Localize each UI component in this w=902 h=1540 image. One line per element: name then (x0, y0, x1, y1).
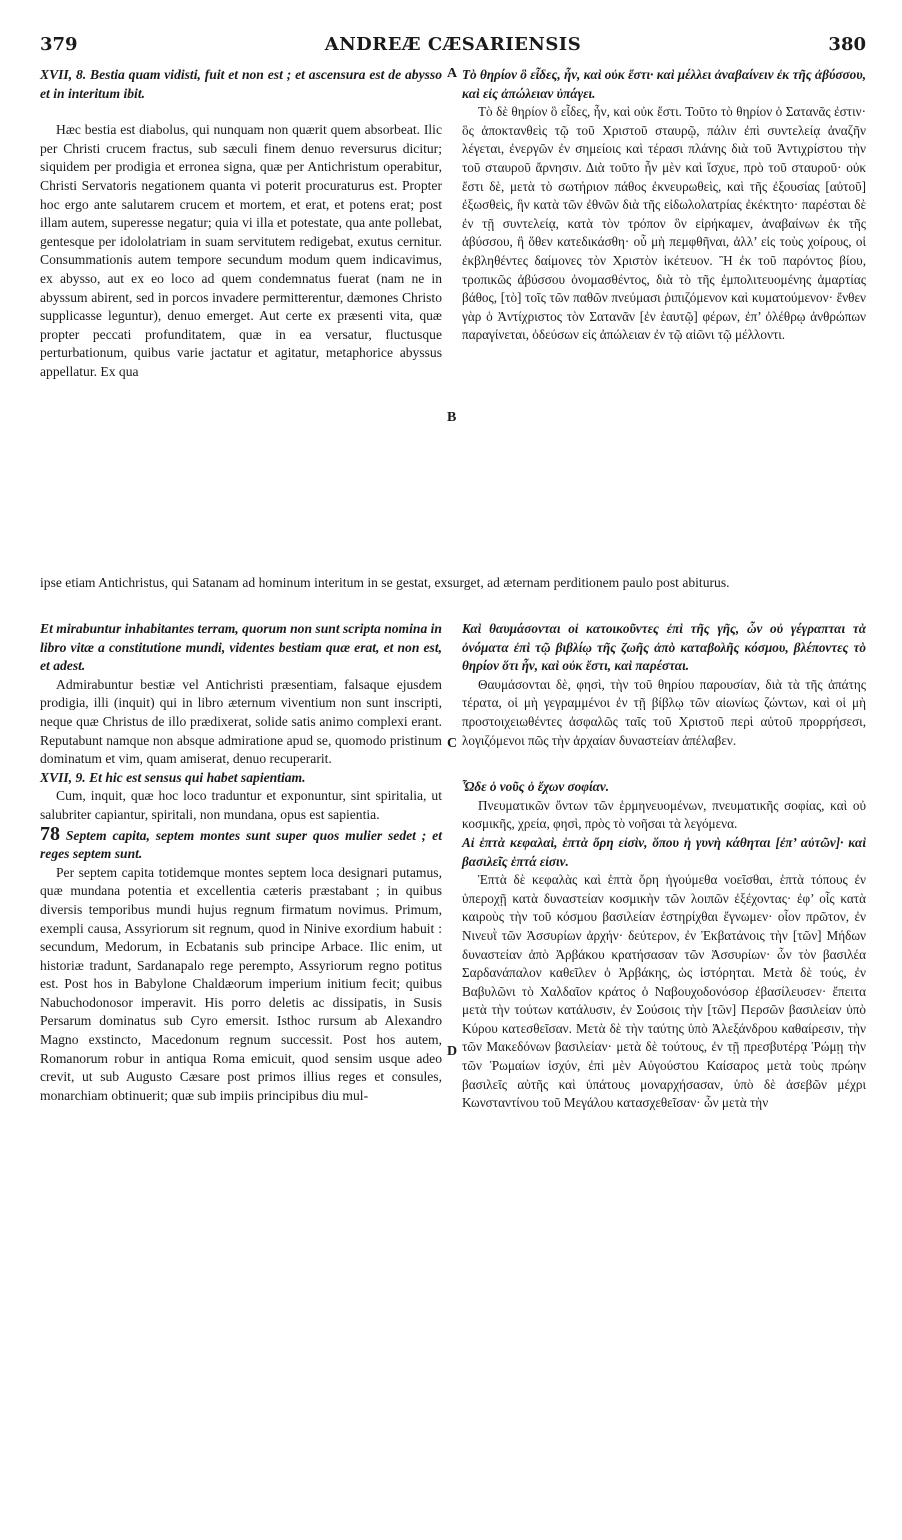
margin-letter-b: B (447, 410, 457, 425)
latin-lemma-2: Et mirabuntur inhabitantes terram, quorum non sunt scripta nomina in libro vitæ a constitutione mundi, videntes bestiam quæ erat, et non est, et adest. (40, 621, 442, 674)
latin-column-top (40, 66, 442, 382)
greek-commentary-2: Θαυμάσονται δὲ, φησὶ, τὴν τοῦ θηρίου παρουσίαν, διὰ τὰ τῆς ἀπάτης τέρατα, οἱ μὴ γεγραμμένοι ἐν τῇ βίβλῳ τῶν αἰωνίως ζώντων, καὶ οἱ μὴ προστοιχειωθέντες ἀσφαλῶς ταῖς τοῦ Χριστοῦ περὶ αὐτοῦ προρρήσεσι, λογιζόμενοι πῶς τὴν ἀρχαίαν δυναστείαν ἀπέλαβεν. (462, 676, 866, 748)
greek-lemma-2: Καὶ θαυμάσονται οἱ κατοικοῦντες ἐπὶ τῆς γῆς, ὧν οὐ γέγραπται τὰ ὀνόματα ἐπὶ τῷ βιβλίῳ τῆς ζωῆς ἀπὸ καταβολῆς κόσμου, βλέποντες τὸ θηρίον ὅτι ἦν, καὶ οὐκ ἔστι, καὶ παρέσται. (462, 621, 866, 674)
spacer (40, 103, 442, 121)
running-header (40, 34, 866, 58)
full-width-continuation: ipse etiam Antichristus, qui Satanam ad hominum interitum in se gestat, exsurget, ad æternam perditionem paulo post abiturus. (40, 575, 730, 590)
latin-lemma-4-text: Septem capita, septem montes sunt super quos mulier sedet ; et reges septem sunt. (40, 827, 442, 862)
greek-column-bottom (462, 620, 866, 1113)
page-number-left: 379 (40, 34, 78, 55)
latin-lemma-3-text: XVII, 9. Et hic est sensus qui habet sapientiam. (40, 769, 306, 785)
greek-lemma-4: Αἱ ἑπτὰ κεφαλαὶ, ἑπτὰ ὄρη εἰσὶν, ὅπου ἡ γυνὴ κάθηται [ἐπ’ αὐτῶν]· καὶ βασιλεῖς ἑπτά εἰσιν. (462, 834, 866, 869)
greek-commentary-3: Πνευματικῶν ὄντων τῶν ἑρμηνευομένων, πνευματικῆς σοφίας, καὶ οὐ κοσμικῆς, χρεία, φησὶ, πρὸς τὸ νοῆσαι τὰ λεγόμενα. (462, 797, 866, 832)
greek-column-top (462, 66, 866, 345)
greek-lemma-1: Τὸ θηρίον ὃ εἶδες, ἦν, καὶ οὐκ ἔστι· καὶ μέλλει ἀναβαίνειν ἐκ τῆς ἀβύσσου, καὶ εἰς ἀπώλειαν ὑπάγει. (462, 67, 866, 101)
greek-lemma-3: Ὧδε ὁ νοῦς ὁ ἔχων σοφίαν. (462, 779, 610, 795)
section-number: 78 (40, 822, 60, 845)
page-number-right: 380 (828, 34, 866, 55)
spacer (462, 750, 866, 778)
latin-commentary-3: Cum, inquit, quæ hoc loco traduntur et exponuntur, sint spiritalia, ut salubriter capiantur, spiritali, non mundana, opus est sapientia. (40, 788, 442, 822)
latin-commentary-1: Hæc bestia est diabolus, qui nunquam non quærit quem absorbeat. Ilic per Christi crucem fractus, sub sæculi finem denuo reversurus dicitur; siquidem per prodigia et erronea signa, quæ per Antichristum operabitur, Christi Servatoris negationem quanta vi poterit procuraturus est. Propter hoc ergo ante salutarem crucem et mortem, et erat, et potens erat; post illam autem, superesse negatur; quia vi illa et potestate, qua ante pollebat, gentesque per idololatriam in suam servitutem redigebat, exutus cernitur. Consummationis autem tempore secundum modum quem indicavimus, ex abysso, aut ex eo loco ad quem condemnatus fuerat (nam ne in abyssum abirent, sed in porcos invadere permitterentur, dæmones Christo supplicasse leguntur), denuo emerget. Aut certe ex præsenti vita, quæ propter peccati profunditatem, quæ in ea versatur, fluctusque perturbationum, quibus varie jactatur et agitatur, metaphorice abyssus appellatur. Ex qua (40, 122, 442, 379)
latin-commentary-4: Per septem capita totidemque montes septem loca designari putamus, quæ mundana potentia et excellentia cæteris præstabant ; in quibus diversis temporibus mundi hujus regnum firmatum novimus. Primum, exempli causa, Assyriorum sit regnum, quod in Ninive exordium habuit : secundum, Medorum, in Ecbatanis sub principe Arbace. Ilic enim, ut historiæ tradunt, Sardanapalo rege perempto, Assyriorum regno potitus est. Post hos in Babylone Chaldæorum imperium initium fecit; quibus Nabuchodonosor imperavit. His porro deletis ac dissipatis, in Susis Persarum dominatus sub Cyro emersit. Isthoc rursum ab Alexandro Magno exstincto, Macedonum regnum successit. Post hos autem, Romanorum robur in antiqua Roma emicuit, quod sensim usque adeo crevit, ut sub Augusto Cæsare post primos illius reges et consules, monarchiam obtinuerit; quæ sub impiis principibus diu mul- (40, 864, 442, 1103)
latin-lemma-4 (40, 822, 442, 864)
latin-lemma-1: XVII, 8. Bestia quam vidisti, fuit et non est ; et ascensura est de abysso et in interitum ibit. (40, 67, 442, 101)
latin-commentary-2: Admirabuntur bestiæ vel Antichristi præsentiam, falsaque ejusdem prodigia, illi (inquit) qui in libro æternum viventium non sunt inscripti, neque quæ Christus de illo prædixerat, solide satis animo complexi erant. Reputabunt namque non absque admiratione apud se, quomodo pristinum dominatum et vim, quam amiserat, denuo recuperarit. (40, 676, 442, 767)
greek-commentary-4: Ἑπτὰ δὲ κεφαλὰς καὶ ἑπτὰ ὄρη ἡγούμεθα νοεῖσθαι, ἑπτὰ τόπους ἐν ὑπεροχῇ κατὰ δυναστείαν κοσμικὴν τῶν λοιπῶν ἐξέχοντας· ἐφ’ οἷς κατὰ καιροὺς τὴν τοῦ κόσμου βασιλείαν ἐστηρίχθαι ἔγνωμεν· οἷον πρῶτον, ἐν Νινευῒ τῶν Ἀσσυρίων ἀρχήν· δεύτερον, ἐν Ἐκβατάνοις τὴν [τῶν] Μήδων δυναστείαν ἀπὸ Ἀρβάκου κρατήσασαν τῶν Ἀσσυρίων· ὧν τὸν βασιλέα Σαρδανάπαλον καθεῖλεν ὁ Ἀρβάκης, ὡς ἱστόρηται. Μετὰ δὲ τούς, ἐν Βαβυλῶνι τὸ Χαλδαῖον κράτος ὁ Ναβουχοδονόσορ ἐβασίλευσεν· ἔπειτα μετὰ τὴν τούτων κατάλυσιν, ἐν Σούσοις τὴν [τῶν] Περσῶν βασιλείαν ὑπὸ Κύρου κατεσθεῖσαν. Μετὰ δὲ τὴν ταύτης ὑπὸ Ἀλεξάνδρου καθαίρεσιν, τὴν τῶν Μακεδόνων βασιλείαν· μετὰ δὲ τούτους, ἐν τῇ πρεσβυτέρᾳ Ῥώμῃ τὴν τῶν Ῥωμαίων ἰσχύν, ἐπὶ μὲν Αὐγούστου Καίσαρος μετὰ τοὺς πρώην βασιλεῖς αὐτῆς καὶ ὑπάτους μοναρχήσασαν, ὑπὸ δὲ ἀσεβῶν μέχρι Κωνσταντίνου τοῦ Μεγάλου κατασχεθεῖσαν· ὧν μετὰ τὴν (462, 872, 866, 1111)
latin-column-bottom (40, 620, 442, 1105)
running-title: ANDREÆ CÆSARIENSIS (324, 34, 582, 55)
latin-lemma-3 (40, 769, 442, 788)
margin-letter-a: A (447, 66, 458, 81)
margin-letter-d: D (447, 1044, 458, 1059)
greek-commentary-1: Τὸ δὲ θηρίον ὃ εἶδες, ἦν, καὶ οὐκ ἔστι. Τοῦτο τὸ θηρίον ὁ Σατανᾶς ἐστιν· ὃς ἀποκτανθεὶς τῷ τοῦ Χριστοῦ σταυρῷ, πάλιν ἐπὶ συντελείᾳ ἀναζῆν λέγεται, ἐνεργῶν ἐν σημείοις καὶ τέρασι πλάνης διὰ τοῦ Ἀντιχρίστου τὴν τοῦ σταυροῦ ἄρνησιν. Διὰ τοῦτο ἦν μὲν καὶ ἴσχυε, πρὸ τοῦ σταυροῦ· οὐκ ἔστι δὲ, μετὰ τὸ σωτήριον πάθος ἐκνευρωθεὶς, καὶ τῆς ἐξουσίας [αὐτοῦ] ἐξωσθεὶς, ἣν κατὰ τῶν ἐθνῶν διὰ τῆς εἰδωλολατρίας ἐκέκτητο· παρέσται δὲ ἐν τῇ συντελείᾳ, κατὰ τὸν τρόπον ὃν εἰρήκαμεν, ἀναβαίνων ἐκ τῆς ἀβύσσου, ἢ ὅθεν κατεδικάσθη· οὗ μὴ πεμφθῆναι, ἀλλ’ εἰς τοὺς χοίρους, οἱ ἐκβληθέντες δαίμονες τὸν Χριστὸν ἱκέτευον. Ἢ ἐκ τοῦ παρόντος βίου, τροπικῶς ἀβύσσου ὀνομασθέντος, διὰ τὸ τῆς ἐμπολιτευομένης ἁμαρτίας βάθος, [τὸ] τοῖς τῶν παθῶν πνεύμασι ῥιπιζόμενον καὶ κυματούμενον· ἔνθεν γὰρ ὁ Ἀντίχριστος τὸν Σατανᾶν [ἐν ἑαυτῷ] φέρων, ἐπ’ ὀλέθρῳ ἀνθρώπων παραγίνεται, ὀδεύσων εἰς ἀπώλειαν ἐν τῷ αἰῶνι τῷ μέλλοντι. (462, 104, 866, 343)
margin-letter-c: C (447, 736, 458, 751)
